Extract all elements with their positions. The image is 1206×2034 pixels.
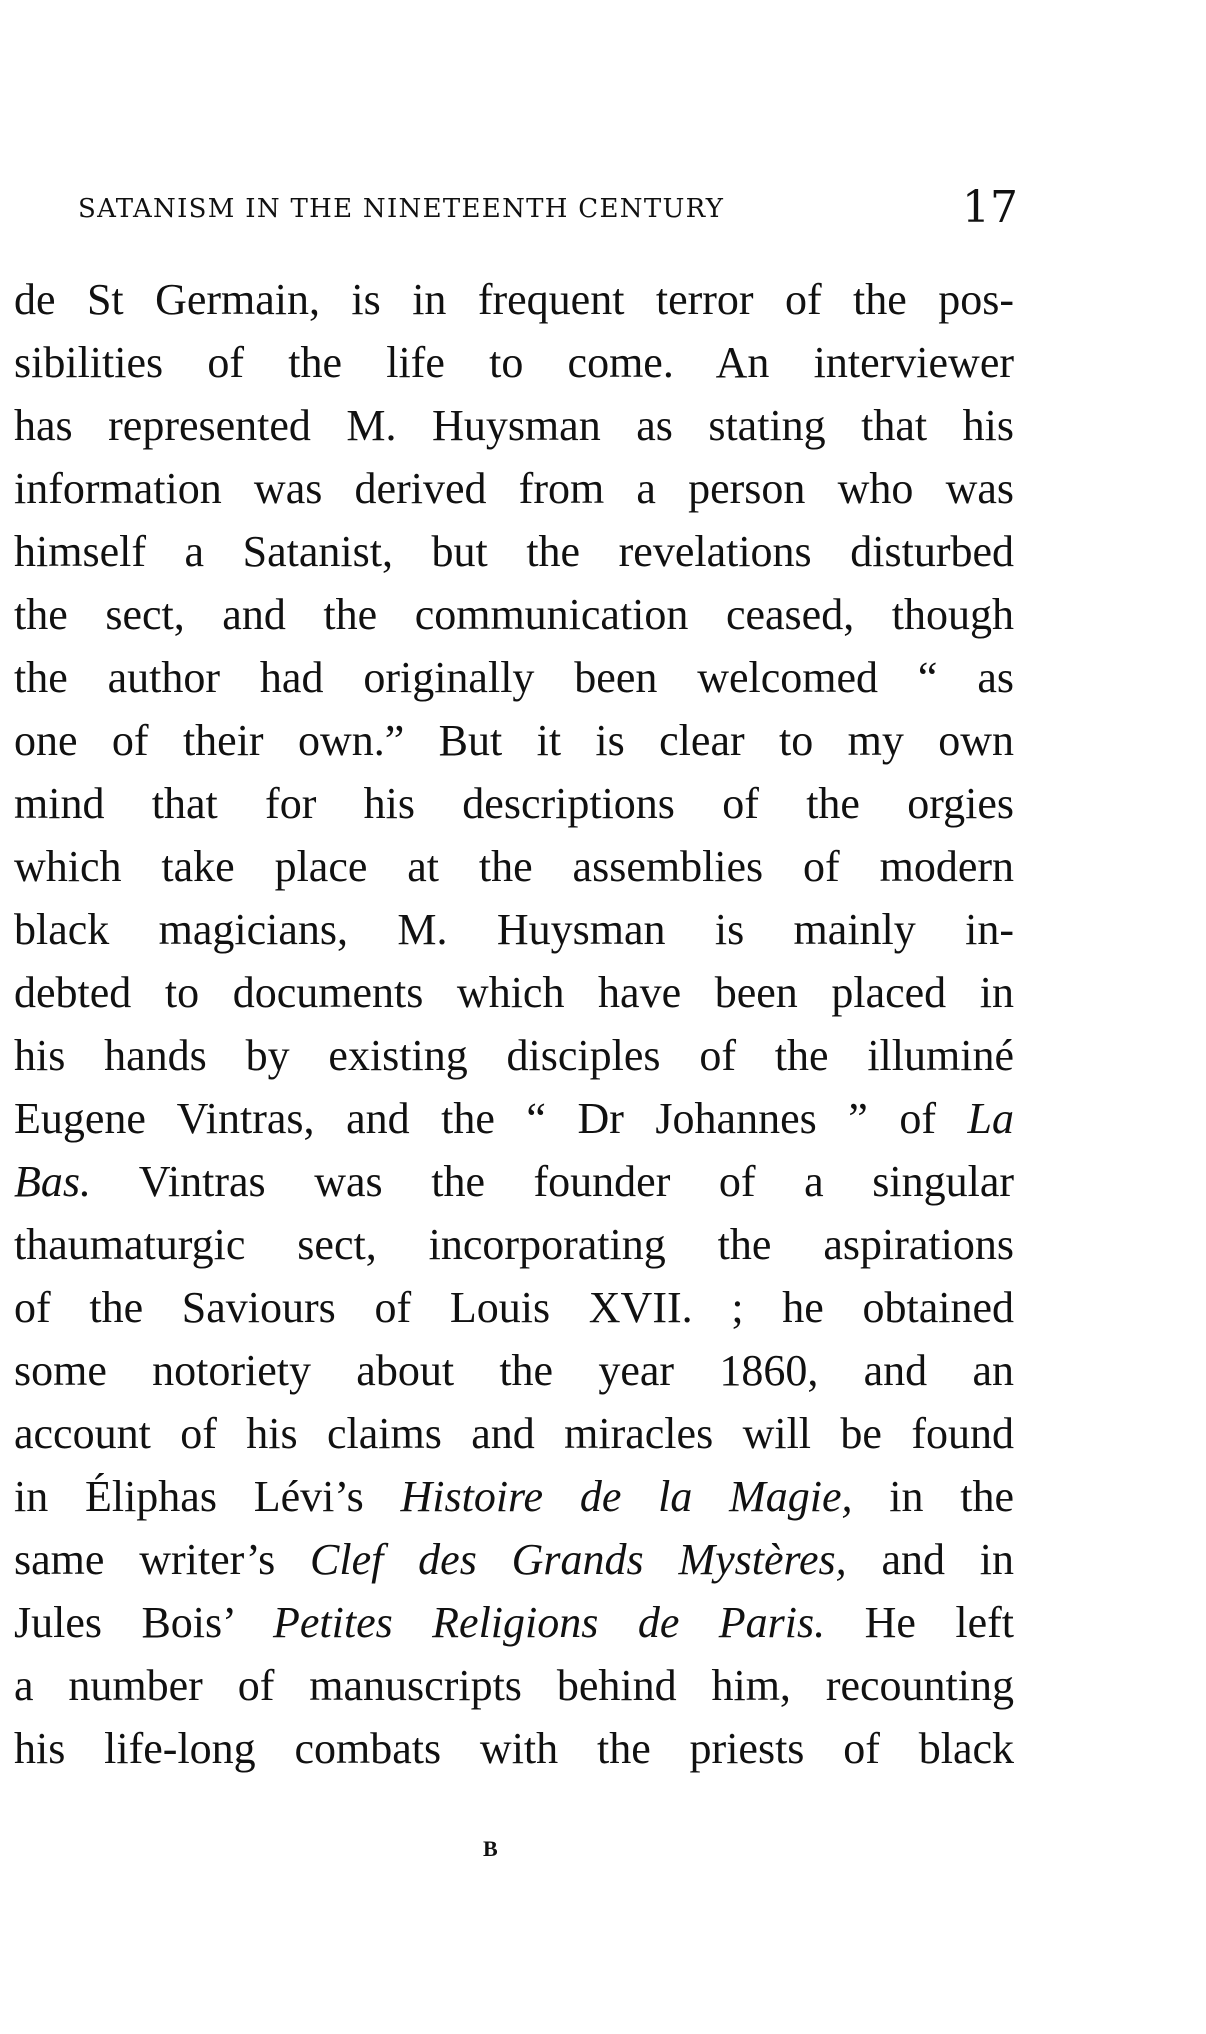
text-line: which take place at the assemblies of modern xyxy=(14,842,1014,891)
text-line: account of his claims and miracles will be found xyxy=(14,1409,1014,1458)
italic-title: Bas. xyxy=(14,1157,91,1206)
text-line: some notoriety about the year 1860, and an xyxy=(14,1346,1014,1395)
text-line: a number of manuscripts behind him, recounting xyxy=(14,1661,1014,1710)
text-line: the sect, and the communication ceased, though xyxy=(14,590,1014,639)
running-title: SATANISM IN THE NINETEENTH CENTURY xyxy=(78,194,725,224)
italic-title: Clef des Grands Mystères, xyxy=(310,1535,847,1584)
text-line: Bas. Vintras was the founder of a singular xyxy=(14,1157,1014,1206)
text-line: of the Saviours of Louis XVII. ; he obtained xyxy=(14,1283,1014,1332)
text-line: has represented M. Huysman as stating that his xyxy=(14,401,1014,450)
page-number: 17 xyxy=(962,182,1018,233)
body-text xyxy=(14,268,1014,1780)
italic-title: Petites Religions de Paris. xyxy=(272,1598,826,1647)
signature-mark: B xyxy=(483,1836,499,1861)
italic-title: La xyxy=(967,1094,1014,1143)
text-line: de St Germain, is in frequent terror of the pos- xyxy=(14,275,1014,324)
text-line: his hands by existing disciples of the illuminé xyxy=(14,1031,1014,1080)
italic-title: Histoire de la Magie, xyxy=(400,1472,853,1521)
text-line: thaumaturgic sect, incorporating the aspirations xyxy=(14,1220,1014,1269)
text-line: information was derived from a person who was xyxy=(14,464,1014,513)
text-line: one of their own.” But it is clear to my own xyxy=(14,716,1014,765)
text-line: himself a Satanist, but the revelations disturbed xyxy=(14,527,1014,576)
text-line: same writer’s Clef des Grands Mystères, and in xyxy=(14,1535,1014,1584)
running-head xyxy=(78,182,1018,236)
text-line: Jules Bois’ Petites Religions de Paris. He left xyxy=(14,1598,1014,1647)
text-line: in Éliphas Lévi’s Histoire de la Magie, in the xyxy=(14,1472,1014,1521)
text-line: Eugene Vintras, and the “ Dr Johannes ” of La xyxy=(14,1094,1014,1143)
text-line: black magicians, M. Huysman is mainly in- xyxy=(14,905,1014,954)
text-line: sibilities of the life to come. An interviewer xyxy=(14,338,1014,387)
text-line: debted to documents which have been placed in xyxy=(14,968,1014,1017)
text-line: his life-long combats with the priests of black xyxy=(14,1724,1014,1773)
text-line: the author had originally been welcomed “ as xyxy=(14,653,1014,702)
text-line: mind that for his descriptions of the orgies xyxy=(14,779,1014,828)
